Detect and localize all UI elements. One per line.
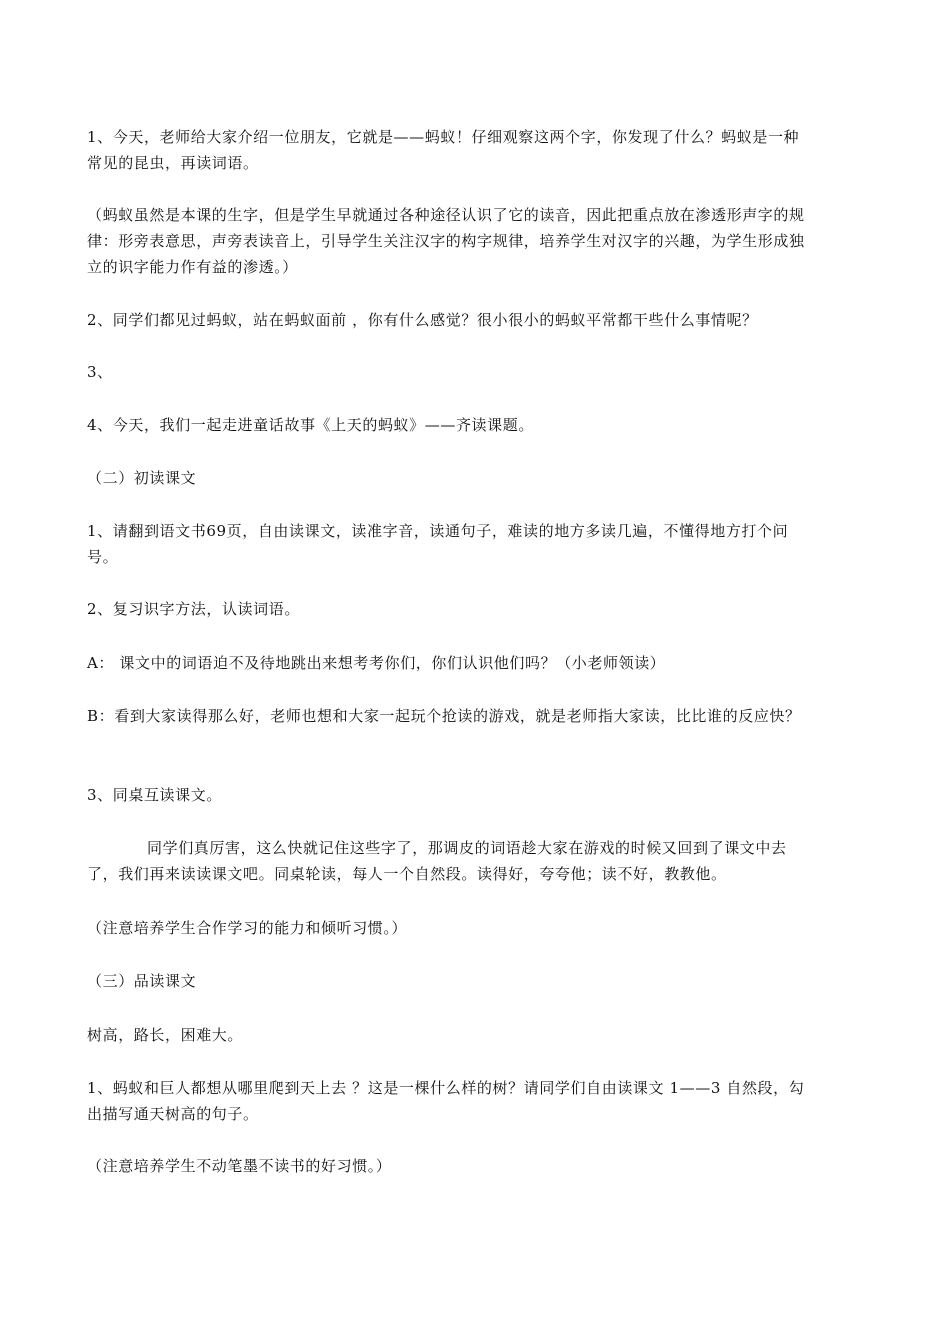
paragraph-note-phonetic: （蚂蚁虽然是本课的生字，但是学生早就通过各种途径认识了它的读音，因此把重点放在渗透形声字的规律：形旁表意思，声旁表读音上，引导学生关注汉字的构字规律，培养学生对汉字的兴趣，为学生形成独立的识字能力作有益的渗透。） [87,206,805,276]
paragraph-question-ants: 2、同学们都见过蚂蚁，站在蚂蚁面前 ，你有什么感觉？很小很小的蚂蚁平常都干些什么事情呢？ [87,311,758,329]
paragraph-key-phrase: 树高，路长，困难大。 [87,1026,244,1044]
paragraph-intro-ant: 1、今天，老师给大家介绍一位朋友，它就是——蚂蚁！仔细观察这两个字，你发现了什么？蚂蚁是一种常见的昆虫，再读词语。 [87,128,800,172]
paragraph-tree-question: 1、蚂蚁和巨人都想从哪里爬到天上去 ？这是一棵什么样的树？请同学们自由读课文 1——3 自然段，勾出描写通天树高的句子。 [87,1079,805,1123]
paragraph-review-words: 2、复习识字方法，认读词语。 [87,600,300,618]
paragraph-step-a: A： 课文中的词语迫不及待地跳出来想考考你们，你们认识他们吗？（小老师领读） [87,654,666,672]
paragraph-teacher-talk: 同学们真厉害，这么快就记住这些字了，那调皮的词语趁大家在游戏的时候又回到了课文中去了，我们再来读读课文吧。同桌轮读，每人一个自然段。读得好，夸夸他；读不好，教教他。 [87,839,787,883]
paragraph-note-cooperation: （注意培养学生合作学习的能力和倾听习惯。） [87,919,408,937]
paragraph-item-3: 3、 [87,363,113,381]
paragraph-note-habit: （注意培养学生不动笔墨不读书的好习惯。） [87,1157,392,1175]
paragraph-open-book: 1、请翻到语文书69页，自由读课文，读准字音，读通句子，难读的地方多读几遍，不懂得地方打个问号。 [87,522,789,566]
paragraph-pair-reading: 3、同桌互读课文。 [87,786,222,804]
section-heading-close-reading: （三）品读课文 [87,972,197,990]
paragraph-title-reading: 4、今天，我们一起走进童话故事《上天的蚂蚁》——齐读课题。 [87,416,534,434]
paragraph-step-b: B：看到大家读得那么好，老师也想和大家一起玩个抢读的游戏，就是老师指大家读，比比谁的反应快？ [87,707,801,725]
section-heading-first-reading: （二）初读课文 [87,469,197,487]
